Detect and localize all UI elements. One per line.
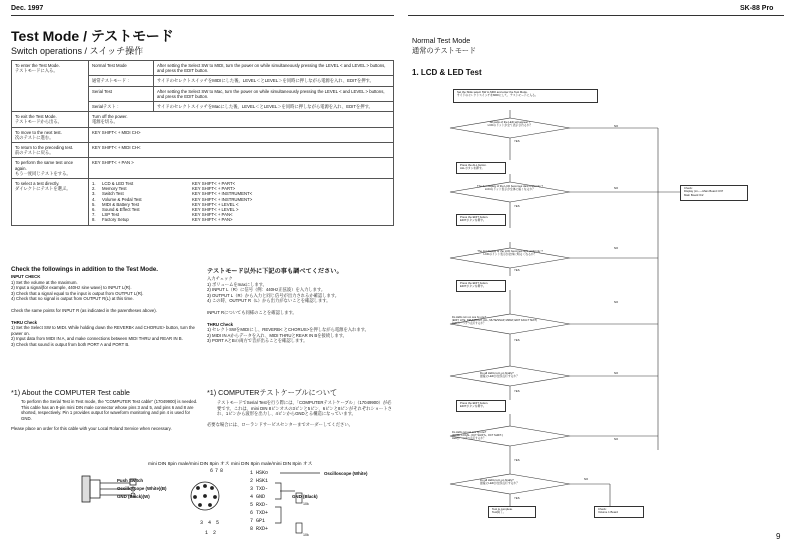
yes-label: YES: [514, 338, 520, 342]
oscilloscope-wb-label: Oscilloscope (White)(B): [117, 486, 167, 491]
test-num: 3.: [92, 191, 96, 197]
op-value: KEY SHIFT< + PAN >: [89, 158, 394, 179]
test-key: KEY SHIFT< + PART<: [192, 181, 236, 187]
test-name: Memory Test: [102, 186, 127, 192]
list-item: 1) ボリュームをmaxにします。: [207, 281, 267, 287]
test-key: KEY SHIFT< + PART>: [192, 186, 236, 192]
mode-desc: サイドのセレクトスイッチをMacにした後、LEVEL＜とLEVEL＞を同時に押しながら電源を入れ、EDITを押す。: [154, 102, 394, 112]
connector-number: 6: [210, 468, 214, 474]
check-section-en: [11, 266, 199, 348]
wiring: [275, 473, 320, 533]
flow-decision: The dot display of the LCD becomes light uniformly ? LCDのドット表示が全体に明るくなるか？: [477, 249, 543, 257]
test-num: 6.: [92, 207, 96, 213]
no-label: NO: [614, 437, 619, 441]
test-key: KEY SHIFT< + LEVEL >: [192, 207, 239, 213]
thru-heading: THRU Check: [11, 319, 38, 325]
flow-decision: Do LEDs turn on one by one? (PAGE, LOCAL, OCT SHIFT+, OCT SHIFT-) LEDが一つずつ点灯するか？: [452, 431, 504, 441]
cable-heading-jp: *1) COMPUTERテストケーブルについて: [207, 388, 338, 397]
test-name: Volume & Pedal Test: [102, 196, 142, 202]
table-row: [12, 158, 394, 179]
op-label: To perform the same test once again. もう一度同じテストをする。: [12, 158, 89, 179]
connector-number: 7: [215, 468, 219, 474]
cable-body-en: To perform the Serial Test in Test mode, the "COMPUTER Test cable" (17049900) is needed. This cable has an 8-pin mini DIN male connector whose pins 3 and 5, and pins 6 and 8 are shorted, respectively. Pin 1 provides output for waveform monitoring and pin 4 is used for GND.: [21, 399, 198, 421]
flow-box-complete: Test is complete. Test終了。: [488, 506, 536, 518]
flow-box-start: Set the Slide select SW to MIDI and enter the Test Mode. サイドのセレクトスイッチをMIDIにして、テストモードに入る。: [453, 89, 598, 103]
yes-label: YES: [514, 389, 520, 393]
list-item: 1) Set the Select SW to MIDI. While holding down the REVERB< and CHORUS> button, turn the power on.: [11, 325, 195, 336]
header-rule-right: [408, 15, 784, 16]
test-num: 4.: [92, 196, 96, 202]
check-section-jp: [207, 266, 394, 344]
diagram-title: mini DIN 8pin male/mini DIN 8pin オス mini DIN 8pin male/mini DIN 8pin オス: [148, 462, 313, 467]
cable-diagram: [70, 466, 370, 546]
test-num: 1.: [92, 181, 96, 187]
connector-number: 2: [213, 530, 217, 536]
page-number: 9: [776, 532, 781, 541]
input-note-jp: INPUT Rについても同様のことを確認します。: [207, 309, 297, 315]
list-item: 3) PORT AとBの両方で音が出ることを確認します。: [207, 338, 308, 344]
push-switch-label: Push Switch: [117, 478, 144, 483]
table-row: [12, 112, 394, 127]
no-label: NO: [614, 124, 619, 128]
flow-decision: All parts of the LED will appear ? LCDのドットが全て表示されるか？: [487, 120, 533, 128]
test-key: KEY SHIFT< + PAN<: [192, 212, 233, 218]
page-subtitle: Switch operations / スイッチ操作: [11, 46, 144, 56]
yes-label: YES: [514, 268, 520, 272]
test-name: Switch Test: [102, 191, 124, 197]
input-note: Check the same points for INPUT R (as indicated in the parentheses above).: [11, 307, 157, 313]
right-title-jp: 通常のテストモード: [412, 46, 477, 55]
no-label: NO: [614, 246, 619, 250]
pin-label: 7 GPi: [250, 518, 266, 524]
flowchart-lines: [400, 80, 793, 550]
list-item: 3) Check that sound is output from both PORT A and PORT B.: [11, 341, 130, 347]
test-name: MIDI & Battery Test: [102, 201, 139, 207]
table-row: [12, 179, 394, 226]
pin-label: 5 RXD-: [250, 502, 269, 508]
op-label: To exit the Test Mode. テストモードから出る。: [12, 112, 89, 127]
flow-box-edit: Press the EDIT button. EDITボタンを押す。: [456, 280, 506, 292]
test-key: KEY SHIFT< + INSTRUMENT>: [192, 196, 253, 202]
test-name: LCD & LED Test: [102, 181, 134, 187]
list-item: 4) この時、OUTPUT R（L）から出力がないことを確認します。: [207, 298, 331, 304]
resistor-2-label: 10k: [303, 533, 309, 537]
flow-box-edit: Press the EDIT button. EDITボタンを押す。: [456, 400, 506, 412]
test-num: 7.: [92, 212, 96, 218]
mode-desc: After setting the Select SW to MIDI, turn the power on while simultaneously pressing the LEVEL < and LEVEL > buttons, and press the EDIT button.: [154, 61, 394, 76]
op-value: KEY SHIFT< + MIDI CH>: [89, 127, 394, 142]
test-num: 5.: [92, 201, 96, 207]
connector-number: 3: [200, 520, 204, 526]
pin-label: 2 HSKi: [250, 478, 269, 484]
op-label: To return to the preceding test. 前のテストに戻る。: [12, 143, 89, 158]
connector-number: 1: [205, 530, 209, 536]
oscilloscope-white-label: Oscilloscope (White): [324, 471, 368, 476]
page-title: Test Mode / テストモード: [11, 28, 174, 44]
cable-note-jp: 必要な場合には、ローランドサービスセンターまでオーダーしてください。: [207, 421, 353, 427]
pin-label: 6 TXD+: [250, 510, 269, 516]
check-heading-jp: テストモード以外に下記の事も調べてください。: [207, 268, 343, 275]
mode-desc: After setting the Select SW to Mac, turn the power on while simultaneously pressing the LEVEL < and LEVEL > buttons, and press the EDIT button.: [154, 86, 394, 101]
yes-label: YES: [514, 496, 520, 500]
test-name: LSP Test: [102, 212, 120, 218]
list-item: 1) セレクトSWをMIDIにし、REVERB< とCHORUS>を押しながら電源を入れます。: [207, 327, 369, 333]
list-item: 4) Check that no signal is output from OUTPUT R(L) at this time.: [11, 296, 134, 302]
list-item: 2) INPUT L（R）に信号（例：440Hz正弦波）を入力します。: [207, 287, 326, 293]
input-check-heading: INPUT CHECK: [11, 274, 41, 279]
mode-name: Normal Test Mode: [89, 61, 154, 76]
no-label: NO: [614, 186, 619, 190]
flow-box-edit: Press the EDIT button. EDITボタンを押す。: [456, 214, 506, 226]
op-label: To move to the next test. 次のテストに進む。: [12, 127, 89, 142]
flow-decision: The dot display of the LCD becomes dark uniformly ? LCDのドット表示が全体に暗くなるか？: [477, 184, 543, 192]
select-label: To select a test directly. ダイレクトにテストを選ぶ。: [12, 179, 89, 226]
check-heading-en: Check the followings in addition to the Test Mode.: [11, 266, 159, 273]
flow-decision: Do all LEDs turn on finally? 最後にLEDが全部点灯するか？: [480, 478, 520, 486]
resistor-1-label: 10k: [303, 502, 309, 506]
no-label: NO: [614, 371, 619, 375]
header-product: SK-88 Pro: [740, 5, 774, 12]
test-key: KEY SHIFT< + INSTRUMENT<: [192, 191, 253, 197]
pin-label: 8 RXD+: [250, 526, 269, 532]
pin-label: 4 GND: [250, 494, 266, 500]
cable-note-en: Please place an order for this cable with your Local Roland Service when necessary.: [11, 426, 172, 432]
pin-label: 1 HSKo: [250, 470, 269, 476]
op-value: Turn off the power. 電源を切る。: [89, 112, 394, 127]
flow-decision: Do LEDs turn on one by one? (EDIT, LITE, DRUM/DIGIT, ALL, MUTE/SNAP, MMAP, EDIT FAULT TEXT) LEDが一つずつ点灯するか？: [452, 316, 538, 326]
mode-desc: サイドのセレクトスイッチをMIDIにした後、LEVEL＜とLEVEL＞を同時に押しながら電源を入れ、EDITを押す。: [154, 76, 394, 86]
cable-body-jp: テストモードでSerial Testを行う際には、「COMPUTERテストケーブル」（17049900）が必要です。これは、mini DIN 8ピンオスの3ピンと5ピン、6ピンと8ピンがそれぞれショートされ、1ピンから波形を出力し、4ピンからGNDとる構造になっています。: [217, 400, 392, 417]
gnd-wb-label: GND (Black)(W): [117, 494, 150, 499]
test-num: 8.: [92, 217, 96, 223]
cable-section-jp: [207, 388, 394, 427]
section-title: 1. LCD & LED Test: [412, 68, 482, 77]
cable-heading-en: *1) About the COMPUTER Test cable: [11, 388, 130, 397]
test-list: [89, 179, 394, 226]
thru-heading-jp: THRU Check: [207, 321, 234, 327]
mode-name: Serial Test: [89, 86, 154, 101]
list-item: 2) Input a signal(for example, 440Hz sine wave) to INPUT L(R).: [11, 285, 132, 291]
connector-number: 5: [216, 520, 220, 526]
yes-label: YES: [514, 204, 520, 208]
input-check-heading-jp: 入力チェック: [207, 276, 233, 281]
pin-label: 3 TXD-: [250, 486, 269, 492]
enter-label: To enter the Test Mode. テストモードに入る。: [12, 61, 89, 112]
yes-label: YES: [514, 139, 520, 143]
mode-name: 通常テストモード ：: [89, 76, 154, 86]
flow-box-check-volume: Check: Volume 1 Board: [594, 506, 644, 518]
mode-name: Serialテスト ：: [89, 102, 154, 112]
header-date: Dec. 1997: [11, 5, 44, 12]
flow-decision: Do all LEDs turn on finally? 最後にLEDが全部点灯するか？: [480, 371, 520, 379]
table-row: [12, 143, 394, 158]
list-item: 2) Input data from MIDI IN A, and make connections between MIDI THRU and REAR IN B.: [11, 336, 183, 342]
list-item: 3) OUTPUT L（R）から入力と同じ信号が出力されるか確認します。: [207, 292, 340, 298]
connector-face: [191, 482, 219, 510]
table-row: [12, 61, 394, 76]
test-key: KEY SHIFT< + PAN>: [192, 217, 233, 223]
test-num: 2.: [92, 186, 96, 192]
flow-box-all: Press the ALL button. ALLボタンを押す。: [456, 162, 506, 174]
test-name: Factory Setup: [102, 217, 129, 223]
table-row: [12, 127, 394, 142]
yes-label: YES: [514, 458, 520, 462]
connector-number: 4: [208, 520, 212, 526]
test-key: KEY SHIFT< + LEVEL <: [192, 201, 239, 207]
list-item: 2) MIDI IN Aからデータを入れ、MIDI THRUとREAR IN Bを接続します。: [207, 332, 347, 338]
list-item: 1) Set the volume at the maximum.: [11, 279, 78, 285]
connector-number: 8: [220, 468, 224, 474]
right-title-en: Normal Test Mode: [412, 36, 471, 45]
gnd-black-label: GND (Black): [292, 494, 318, 499]
op-value: KEY SHIFT< + MIDI CH<: [89, 143, 394, 158]
switch-operations-table: [11, 60, 394, 226]
no-label: NO: [584, 477, 589, 481]
cable-section-en: [11, 388, 201, 432]
no-label: NO: [614, 300, 619, 304]
test-name: Sound & Effect Test: [102, 207, 140, 213]
list-item: 3) Check that a signal equal to the input is output from OUTPUT L(R).: [11, 290, 144, 296]
header-rule-left: [11, 15, 394, 16]
flow-box-check-display: Check: Display (cn-----Main Board CN7 Main Board IC2: [680, 185, 748, 201]
